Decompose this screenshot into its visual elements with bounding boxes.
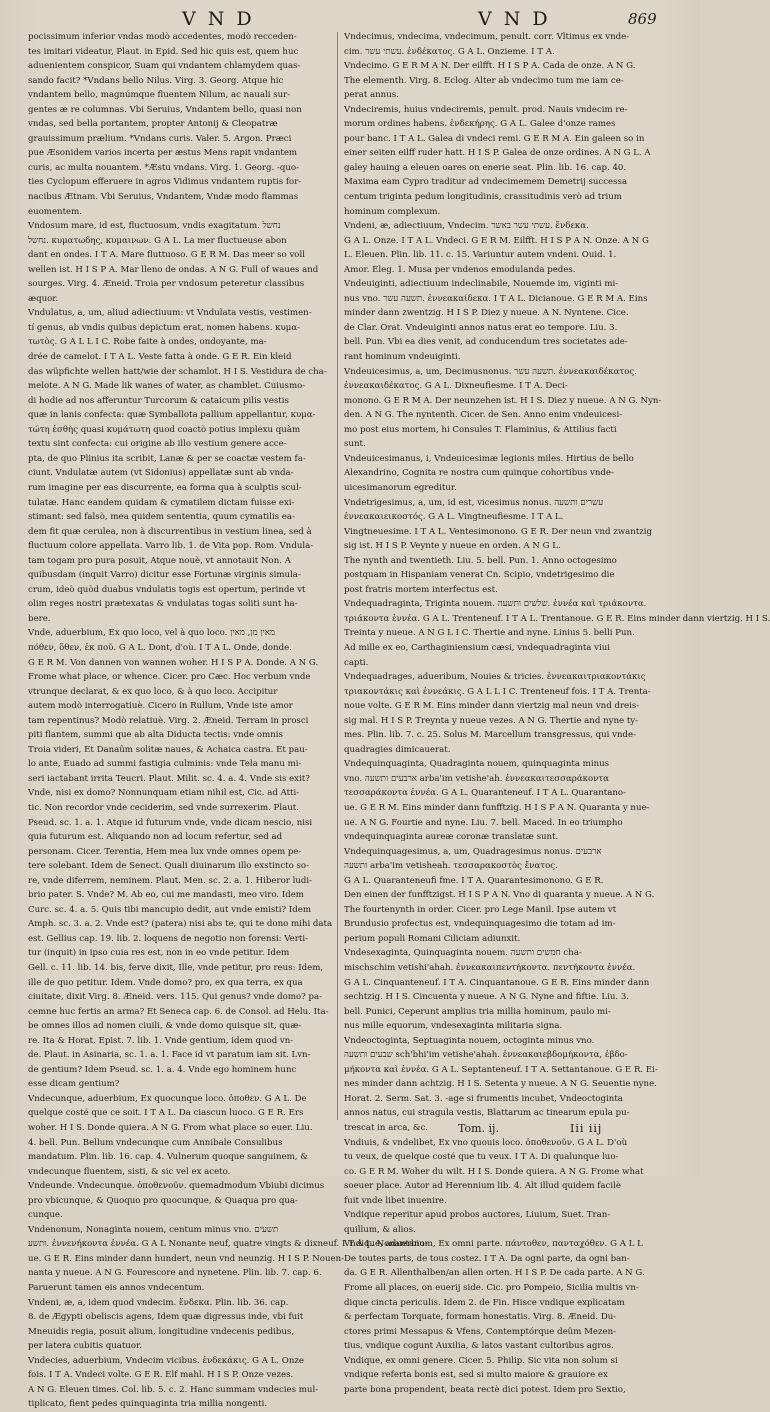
- text-line: The elementh. Virg. 8. Eclog. Alter ab vndecimo tum me iam ce-: [344, 75, 624, 86]
- text-line: drée de camelot. I T A L. Veste fatta à onde. G E R. Ein kleid: [28, 352, 292, 363]
- text-line: nus vno. תשעה עשר. ἐννεακαίδεκα. I T A L. Dicianoue. G E R M A. Eins: [344, 293, 648, 304]
- text-line: mo post eius mortem, hi Consules T. Flaminius, & Attilius facti: [344, 424, 617, 435]
- text-line: μήκοντα καὶ ἐννέα. G A L. Septanteneuf. I T A. Settantanoue. G E R. Ei-: [344, 1064, 658, 1075]
- text-line: quibusdam (inquit Varro) dicitur esse Fortunæ virginis simula-: [28, 570, 301, 581]
- text-line: personam. Cicer. Terentia, Hem mea lux vnde omnes opem pe-: [28, 846, 302, 857]
- right-column: [344, 30, 770, 1397]
- text-line: sourges. Virg. 4. Æneid. Troia per vndosum peteretur classibus: [28, 279, 305, 290]
- text-line: Troia videri, Et Danaûm solitæ naues, & Achaica castra. Et pau-: [28, 744, 308, 755]
- text-line: euomentem.: [28, 206, 82, 217]
- text-line: re, vnde diferrem, neminem. Plaut. Men. sc. 2. a. 1. Hiberor ludi-: [28, 875, 313, 886]
- text-line: perat annus.: [344, 90, 399, 101]
- text-line: Ad mille ex eo, Carthaginiensium cæsi, vndequadraginta viui: [344, 642, 611, 653]
- text-line: vndantem bello, magnúmque fluentem Nilum, ac nauali sur-: [28, 90, 291, 101]
- text-line: bell. Punici, Ceperunt amplius tria millia hominum, paulo mi-: [344, 1006, 611, 1017]
- text-line: Vndique reperitur apud probos auctores, Liuium, Suet. Tran-: [344, 1210, 611, 1221]
- text-line: Vndosum mare, id est, fluctuosum, vndis exagitatum. נחשל: [28, 221, 281, 232]
- text-line: woher. H I S. Donde quiera. A N G. From what place so euer. Liu.: [28, 1123, 313, 1134]
- text-line: mandatum. Plin. lib. 16. cap. 4. Vulnerum quoque sanguinem, &: [28, 1152, 308, 1163]
- text-line: τριάκοντα ἐννέα. G A L. Trenteneuf. I T A L. Trentanoue. G E R. Eins minder dann viertzig. H I S.: [344, 613, 770, 624]
- text-line: nus mille equorum, vndesexaginta militaria signa.: [344, 1021, 563, 1032]
- text-line: olim reges nostri prætexatas & vndulatas togas soliti sunt ha-: [28, 599, 298, 610]
- text-line: sig mal. H I S P. Treynta y nueue vezes. A N G. Thertie and nyne ty-: [344, 715, 639, 726]
- text-line: Vnde, aduerbium, Ex quo loco, vel à quo loco. מאין מן, מאין: [28, 628, 276, 639]
- text-line: stimant: sed falsò, mea quidem sententia, quum cymatilis ea-: [28, 512, 295, 523]
- header-right-word: V N D: [478, 8, 551, 30]
- text-line: minder dann zwentzig. H I S P. Diez y nueue. A N. Nyntene. Cice.: [344, 308, 629, 319]
- text-line: das wüpfichte wellen hatt/wie der schamlot. H I S. Vestidura de cha-: [28, 366, 327, 377]
- text-line: ue. A N G. Fourtie and nyne. Liu. 7. bell. Maced. In eo triumpho: [344, 817, 623, 828]
- text-line: noue volte. G E R M. Eins minder dann viertzig mal neun vnd dreis-: [344, 701, 640, 712]
- text-line: Vndiuis, & vndelibet, Ex vno quouis loco. ὁποθενοῦν. G A L. D'où: [344, 1137, 628, 1148]
- text-line: Vndeoctoginta, Septuaginta nouem, octoginta minus vno.: [344, 1035, 595, 1046]
- text-line: bere.: [28, 613, 51, 624]
- text-line: ties Cyclopum efferuere in agros Vidimus vndantem ruptis for-: [28, 177, 302, 188]
- text-line: trescat in arca, &c.: [344, 1123, 429, 1134]
- text-line: tam repentinus? Modò relatiuè. Virg. 2. Æneid. Terram in prosci: [28, 715, 309, 726]
- text-line: post fratris mortem interfectus est.: [344, 584, 498, 595]
- text-line: vndique referta bonis est, sed si multo maiore & grauiore ex: [344, 1370, 608, 1381]
- text-line: rum imagine per eas discurrente, ea forma qua à sculptis scul-: [28, 482, 302, 493]
- text-line: einer seiten eilff ruder hatt. H I S P. Galea de onze ordines. A N G L. A: [344, 148, 651, 159]
- text-line: Horat. 2. Serm. Sat. 3. -age si frumentis incubet, Vndeoctoginta: [344, 1093, 623, 1104]
- text-line: postquam in Hispaniam venerat Cn. Scipio, vndetrigesimo die: [344, 570, 615, 581]
- text-line: τώτη ἐσθὴς quasi κυμάτωτη quod coactò potius implexu quàm: [28, 424, 301, 435]
- text-line: tere solebant. Idem de Senect. Quali diuinarum illo exstincto so-: [28, 861, 310, 872]
- text-line: נחשל. κυματωδης, κυμαινων. G A L. La mer fluctueuse abon: [28, 235, 287, 246]
- text-line: fois. I T A. Vndeci volte. G E R. Elf mahl. H I S P. Onze vezes.: [28, 1370, 294, 1381]
- text-line: τεσσαράκοντα ἐννέα. G A L. Quaranteneuf. I T A L. Quarantano-: [344, 788, 626, 799]
- text-line: 8. de Ægypti obeliscis agens, Idem quæ digressus inde, vbi fuit: [28, 1312, 304, 1323]
- text-line: hominum complexum.: [344, 206, 441, 217]
- text-line: pue Æsonidem varios incerta per æstus Mens rapit vndantem: [28, 148, 298, 159]
- text-line: dique cincta periculis. Idem 2. de Fin. Hisce vndique explicatam: [344, 1297, 625, 1308]
- text-line: aduenientem conspicor, Suam qui vndantem chlamydem quas-: [28, 61, 301, 72]
- text-line: dant en ondes. I T A. Mare fluttuoso. G E R M. Das meer so voll: [28, 250, 305, 261]
- text-line: uicesimanorum egreditur.: [344, 482, 457, 493]
- text-line: co. G E R M. Woher du wilt. H I S. Donde quiera. A N G. Frome what: [344, 1166, 644, 1177]
- text-line: quia futurum est. Aliquando non ad locum refertur, sed ad: [28, 832, 283, 843]
- text-line: sechtzig. H I S. Cincuenta y nueue. A N G. Nyne and fiftie. Liu. 3.: [344, 992, 630, 1003]
- page-footer: [0, 1122, 700, 1144]
- text-line: ue. G E R M. Eins minder dann funfftzig. H I S P A N. Quaranta y nue-: [344, 802, 650, 813]
- header-left-word: V N D: [182, 8, 255, 30]
- text-line: textu sint confecta: cui origine ab illo vestium genere acce-: [28, 439, 287, 450]
- text-line: Mneuidis regia, posuit alium, longitudine vndecenis pedibus,: [28, 1326, 295, 1337]
- text-line: pocissimum inferior vndas modò accedentes, modò recceden-: [28, 32, 297, 42]
- text-line: quelque costé que ce soit. I T A L. Da ciascun luoco. G E R. Ers: [28, 1108, 304, 1119]
- text-line: nacibus Ætnam. Vbi Seruius, Vndantem, Vndæ modo flammas: [28, 192, 299, 203]
- text-line: quillum, & alios.: [344, 1224, 416, 1235]
- text-line: ille de quo petitur. Idem. Vnde domo? pro, ex qua terra, ex qua: [28, 977, 303, 988]
- text-line: Vnde, nisi ex domo? Nonnunquam etiam nihil est, Cic. ad Atti-: [28, 788, 300, 799]
- text-line: ותשעה arba'im vetisheah. τεσσαρακοστὸς ἔνατος.: [344, 861, 558, 872]
- text-line: Treinta y nueue. A N G L I C. Thertie and nyne. Linius 5. belli Pun.: [344, 628, 635, 639]
- text-line: den. A N G. The nyntenth. Cicer. de Sen. Anno enim vndeuicesi-: [344, 410, 623, 421]
- text-line: cunque.: [28, 1210, 63, 1221]
- text-line: bell. Pun. Vbi ea dies venit, ad conducendum tres societates ade-: [344, 337, 628, 348]
- text-line: tí genus, ab vndis quibus depictum erat, nomen habens. κυμα-: [28, 322, 301, 333]
- text-line: esse dicam gentium?: [28, 1079, 120, 1090]
- text-line: soeuer place. Autor ad Herennium lib. 4. Alt illud quidem facilè: [344, 1181, 621, 1192]
- text-line: vndequinquaginta aureæ coronæ translatæ sunt.: [344, 832, 559, 843]
- text-line: mischschim vetishi'ahah. ἐννεακαιπεντήκοντα. πεντήκοντα ἐννέα.: [344, 963, 636, 973]
- text-line: Vndeciremis, huius vndeciremis, penult. prod. Nauis vndecim re-: [344, 104, 628, 115]
- text-line: The nynth and twentieth. Liu. 5. bell. Pun. 1. Anno octogesimo: [344, 555, 617, 566]
- text-line: Amor. Eleg. 1. Musa per vndenos emodulanda pedes.: [344, 264, 576, 275]
- text-line: Brundusio profectus est, vndequinquagesimo die totam ad im-: [344, 919, 616, 930]
- text-line: A N G. Eleuen times. Col. lib. 5. c. 2. Hanc summam vndecies mul-: [28, 1384, 319, 1395]
- signature-mark: Iii iij: [570, 1122, 603, 1135]
- text-line: tu veux, de quelque costé que tu veux. I T A. Di qualunque luo-: [344, 1152, 619, 1163]
- text-line: tam togam pro pura posuit, Atque nouè, vt annotauit Non. A: [28, 555, 291, 566]
- text-line: Frome what place, or whence. Cicer. pro Cæc. Hoc verbum vnde: [28, 672, 311, 683]
- text-line: pour banc. I T A L. Galea di vndeci remi. G E R M A. Ein galeen so in: [344, 133, 645, 144]
- text-line: Vingtneuesime. I T A L. Ventesimonono. G E R. Der neun vnd zwantzig: [344, 526, 653, 537]
- text-line: ἐννεακαιεικοστός. G A L. Vingtneufiesme. I T A L.: [344, 512, 564, 523]
- text-line: quæ in lanis confecta: quæ Symballota pallium appellantur, κυμα-: [28, 410, 316, 421]
- text-line: capti.: [344, 657, 369, 668]
- text-line: quadragies dimicauerat.: [344, 744, 451, 755]
- text-line: De toutes parts, de tous costez. I T A. Da ogni parte, da ogni ban-: [344, 1253, 630, 1264]
- text-line: vtrunque declarat, & ex quo loco, & à quo loco. Accipitur: [28, 686, 278, 697]
- text-line: Paruerunt tamen eis annos vndecentum.: [28, 1283, 205, 1294]
- text-line: pta, de quo Plinius ita scribit, Lanæ & per se coactæ vestem fa-: [28, 453, 306, 464]
- text-line: tulatæ. Hanc eandem quidam & cymatilem dictam fuisse exi-: [28, 497, 295, 508]
- text-line: morum ordines habens. ἑνδεκήρης. G A L. Galee d'onze rames: [344, 119, 616, 130]
- text-line: Vndeuicesimus, a, um, Decimusnonus. תשעה עשר. ἐννεακαιδέκατος.: [344, 366, 637, 377]
- text-line: ciuitate, dixit Virg. 8. Æneid. vers. 115. Qui genus? vnde domo? pa-: [28, 992, 323, 1003]
- text-line: τωτὸς. G A L L I C. Robe faite à ondes, ondoyante, ma-: [28, 337, 267, 348]
- text-line: autem modò interrogatiuè. Cicero in Rullum, Vnde iste amor: [28, 701, 293, 712]
- text-line: Vndecies, aduerbium, Vndecim vicibus. ἑνδεκάκις. G A L. Onze: [28, 1355, 304, 1366]
- text-line: Vndequinquaginta, Quadraginta nouem, quinquaginta minus: [344, 759, 610, 770]
- text-line: ciunt. Vndulatæ autem (vt Sidonius) appellatæ sunt ab vnda-: [28, 468, 294, 479]
- page-number: 869: [628, 10, 657, 28]
- text-line: The fourtenynth in order. Cicer. pro Lege Manil. Ipse autem vt: [344, 904, 617, 915]
- text-line: Vndeni, æ, a, idem quod vndecim. ἕνδεκα. Plin. lib. 36. cap.: [28, 1297, 289, 1308]
- text-line: sando facit? *Vndans bello Nilus. Virg. 3. Georg. Atque hic: [28, 75, 284, 86]
- text-line: ctores primi Messapus & Vfens, Contemptórque deûm Mezen-: [344, 1326, 617, 1337]
- column-divider: [337, 32, 338, 1120]
- text-line: æquor.: [28, 293, 59, 304]
- text-line: ἐννεακαιδέκατος. G A L. Dixneufiesme. I T A. Deci-: [344, 381, 568, 392]
- text-line: G E R M. Von dannen von wannen woher. H I S P A. Donde. A N G.: [28, 657, 319, 668]
- text-line: brio pater. S. Vnde? M. Ab eo, cui me mandasti, meo viro. Idem: [28, 890, 304, 901]
- text-line: Vndecimus, vndecima, vndecimum, penult. corr. Vltimus ex vnde-: [344, 32, 630, 42]
- text-line: mes. Plin. lib. 7. c. 25. Solus M. Marcellum transgressus, qui vnde-: [344, 730, 636, 741]
- text-line: Vndeni, æ, adiectiuum, Vndecim. עשתי עשר באשר. ἕνδεκα.: [344, 221, 589, 232]
- text-line: Vndequadrages, adueribum, Nouies & tricies. ἐννεακαιτριακοντάκις: [344, 672, 646, 683]
- text-line: Den einen der funfftzigst. H I S P A N. Vno di quaranta y nueue. A N G.: [344, 890, 655, 901]
- text-line: L. Eleuen. Plin. lib. 11. c. 15. Variuntur autem vndeni. Ouid. 1.: [344, 250, 617, 261]
- text-line: Vndequinquagesimus, a, um, Quadragesimus nonus. ארבעים: [344, 846, 602, 857]
- text-line: Vndetrigesimus, a, um, id est, vicesimus nonus. עשרים ותשעה: [344, 497, 604, 508]
- text-line: de. Plaut. in Asinaria, sc. 1. a. 1. Face id vt paratum iam sit. Lvn-: [28, 1050, 311, 1061]
- text-line: Amph. sc. 3. a. 2. Vnde est? (patera) nisi abs te, qui te dono mihi data: [28, 919, 333, 930]
- text-line: Curc. sc. 4. a. 5. Quis tibi mancupio dedit, aut vnde emisti? Idem: [28, 904, 311, 915]
- text-line: ותשע. ἐννενήκοντα ἐννέα. G A L Nonante neuf, quatre vingts & dixneuf. I T A L. Nonantano-: [28, 1239, 428, 1250]
- text-line: fluctuum colore appellata. Varro lib. 1. de Vita pop. Rom. Vndula-: [28, 541, 314, 552]
- text-line: Vndequadraginta, Triginta nouem. שלשים ותשעה. ἐννέα καὶ τριάκοντα.: [344, 599, 647, 610]
- text-line: melote. A N G. Made lik wanes of water, as chamblet. Cuiusmo-: [28, 381, 306, 392]
- text-line: seri iactabant irrita Teucri. Plaut. Milit. sc. 4. a. 4. Vnde sis exit?: [28, 773, 310, 784]
- text-line: be omnes illos ad nomen ciuili, & vnde domo quisque sit, quæ-: [28, 1021, 302, 1032]
- text-line: Vndeuiginti, adiectiuum indeclinabile, Nouemde im, viginti mi-: [344, 279, 619, 290]
- text-line: G A L. Quaranteneufi fme. I T A. Quarantesimonono. G E R.: [344, 875, 604, 886]
- text-line: cemne huc fertis an arma? Et Seneca cap. 6. de Consol. ad Helu. Ita-: [28, 1006, 329, 1017]
- text-line: cim. עשתי עשר. ἑνδέκατος. G A L. Onzieme. I T A.: [344, 46, 555, 57]
- text-line: Vndecimo. G E R M A N. Der eilfft. H I S P A. Cada de onze. A N G.: [344, 61, 636, 72]
- text-line: sig ist. H I S P. Veynte y nueue en orden. A N G L.: [344, 541, 561, 552]
- text-line: Vndique, ex omni genere. Cicer. 5. Philip. Sic vita non solum si: [344, 1355, 618, 1366]
- text-line: curis, ac multa nouantem. *Æstu vndans. Virg. 1. Georg. -quo-: [28, 162, 300, 173]
- text-line: Vndeuicesimanus, i, Vndeuicesimæ legionis miles. Hirtius de bello: [344, 453, 634, 464]
- text-line: Alexandrino, Cognita re nostra cum quinque cohortibus vnde-: [344, 468, 614, 479]
- text-line: est. Gellius cap. 19. lib. 2. loquens de negotio non forensi: Verti-: [28, 933, 308, 944]
- text-line: sunt.: [344, 439, 366, 450]
- text-line: de gentium? Idem Pseud. sc. 1. a. 4. Vnde ego hominem hunc: [28, 1064, 297, 1075]
- text-line: שבעים ותשעה sch'bhi'im vetishe'ahah. ἐννεακαιεβδομήκοντα, ἑβδο-: [344, 1050, 628, 1061]
- text-line: Vndique, aduerbium, Ex omni parte. πάντοθεν, πανταχόθεν. G A L L: [344, 1239, 643, 1250]
- text-line: lo ante, Euado ad summi fastigia culminis: vnde Tela manu mi-: [28, 759, 302, 770]
- text-line: grauissimum prælium. *Vndans curis. Valer. 5. Argon. Præci: [28, 133, 292, 144]
- text-line: Vndesexaginta, Quinquaginta nouem. חמשים ותשעה cha-: [344, 948, 582, 959]
- text-line: re. Ita & Horat. Epist. 7. lib. 1. Vnde gentium, idem quod vn-: [28, 1035, 294, 1046]
- text-line: per latera cubitis quatuor.: [28, 1341, 142, 1352]
- text-line: tius, vndique cogunt Auxilia, & latos vastant cultoribus agros.: [344, 1341, 614, 1352]
- text-line: rant hominum vndeuiginti.: [344, 352, 461, 363]
- text-line: perium populi Romani Ciliciam adiunxit.: [344, 933, 521, 944]
- text-line: de Clar. Orat. Vndeuiginti annos natus erat eo tempore. Liu. 3.: [344, 322, 618, 333]
- text-line: gentes æ re columnas. Vbi Seruius, Vndantem bello, quasi non: [28, 104, 302, 115]
- text-line: tur (inquit) in ipso cuia res est, non in eo vnde petitur. Idem: [28, 948, 290, 959]
- text-line: Vndeunde. Vndecunque. ὁποθενοῦν. quemadmodum Vbiubi dicimus: [28, 1181, 325, 1192]
- text-line: ue. G E R. Eins minder dann hundert, neun vnd neunzig. H I S P. Nouen-: [28, 1253, 345, 1264]
- text-line: dem fit quæ cerulea, non à discurrentibus in vestium linea, sed à: [28, 526, 312, 537]
- text-line: Vndulatus, a, um, aliud adiectiuum: vt Vndulata vestis, vestimen-: [28, 308, 312, 319]
- text-line: Gell. c. 11. lib. 14. bis, ferve dixit, Ille, vnde petitur, pro reus: Idem,: [28, 963, 324, 973]
- text-line: vndecunque fluentem, sisti, & sic vel ex aceto.: [28, 1166, 231, 1177]
- text-line: piti flantem, summi que ab alta Diducta tectis: vnde omnis: [28, 730, 283, 741]
- text-line: vndas, sed bella portantem, propter Antonij & Cleopatræ: [28, 119, 278, 130]
- tome-label: Tom. ij.: [458, 1122, 499, 1135]
- text-line: annos natus, cui stragula vestis, Blattarum ac tinearum epula pu-: [344, 1108, 630, 1119]
- text-line: Maxima eam Cypro traditur ad vndecimemem Demetrij successa: [344, 177, 628, 188]
- text-line: πόθεν, ὅθεν, ἐκ ποῦ. G A L. Dont, d'où. I T A L. Onde, donde.: [28, 642, 292, 653]
- text-line: parte bona propendent, beata rectè dici potest. Idem pro Sextio,: [344, 1384, 626, 1395]
- text-line: τριακοντάκις καὶ ἐννεάκις. G A L L I C. Trenteneuf fois. I T A. Trenta-: [344, 686, 651, 697]
- text-line: tiplicato, fient pedes quinquaginta tria millia nongenti.: [28, 1399, 268, 1410]
- text-line: centum triginta pedum longitudinis, crassitudinis verò ad trium: [344, 192, 622, 203]
- text-line: Pseud. sc. 1. a. 1. Atque id futurum vnde, vnde dicam nescio, nisi: [28, 817, 313, 828]
- text-line: 4. bell. Pun. Bellum vndecunque cum Annibale Consulibus: [28, 1137, 283, 1148]
- text-line: & perfectam Torquate, formam honestatis. Virg. 8. Æneid. Du-: [344, 1312, 617, 1323]
- text-line: galey hauing a eleuen oares on enerie seat. Plin. lib. 16. cap. 40.: [344, 162, 627, 173]
- text-line: nanta y nueue. A N G. Fourescore and nynetene. Plin. lib. 7. cap. 6.: [28, 1268, 322, 1279]
- text-line: Vndecunque, aduerbium, Ex quocunque loco. ὁποθεν. G A L. De: [28, 1093, 307, 1104]
- text-line: G A L. Cinquanteneuf. I T A. Cinquantanoue. G E R. Eins minder dann: [344, 977, 650, 988]
- text-line: Frome all places, on euerij side. Cic. pro Pompeio, Sicilia multis vn-: [344, 1283, 639, 1294]
- text-line: tes imitari videatur, Plaut. in Epid. Sed hic quis est, quem huc: [28, 46, 299, 57]
- text-line: G A L. Onze. I T A L. Vndeci. G E R M. Eilfft. H I S P A N. Onze. A N G: [344, 235, 649, 246]
- text-line: pro vbicunque, & Quoquo pro quocunque, & Quaqua pro qua-: [28, 1195, 298, 1206]
- text-line: wellen ist. H I S P A. Mar lleno de ondas. A N G. Full of waues and: [28, 264, 319, 275]
- text-line: tic. Non recordor vnde ceciderim, sed vnde surrexerim. Plaut.: [28, 802, 299, 813]
- text-line: di hodie ad nos afferuntur Turcorum & cataicum pilis vestis: [28, 395, 289, 406]
- text-line: fuit vnde libet inuenire.: [344, 1195, 447, 1206]
- text-line: monono. G E R M A. Der neunzehen ist. H I S. Diez y nueue. A N G. Nyn-: [344, 395, 662, 406]
- text-line: da. G E R. Allenthalben/an allen orten. H I S P. De cada parte. A N G.: [344, 1268, 645, 1279]
- text-line: vno. ארבעים ותשעה arba'im vetishe'ah. ἐννεακαιτεσσαράκοντα: [344, 773, 609, 784]
- text-line: crum, ideò quòd duabus vndulatis togis est opertum, perinde vt: [28, 584, 306, 595]
- text-line: Vndenonum, Nonaginta nouem, centum minus vno. תשעים: [28, 1224, 279, 1235]
- text-line: nes minder dann achtzig. H I S. Setenta y nueue. A N G. Seuentie nyne.: [344, 1079, 657, 1090]
